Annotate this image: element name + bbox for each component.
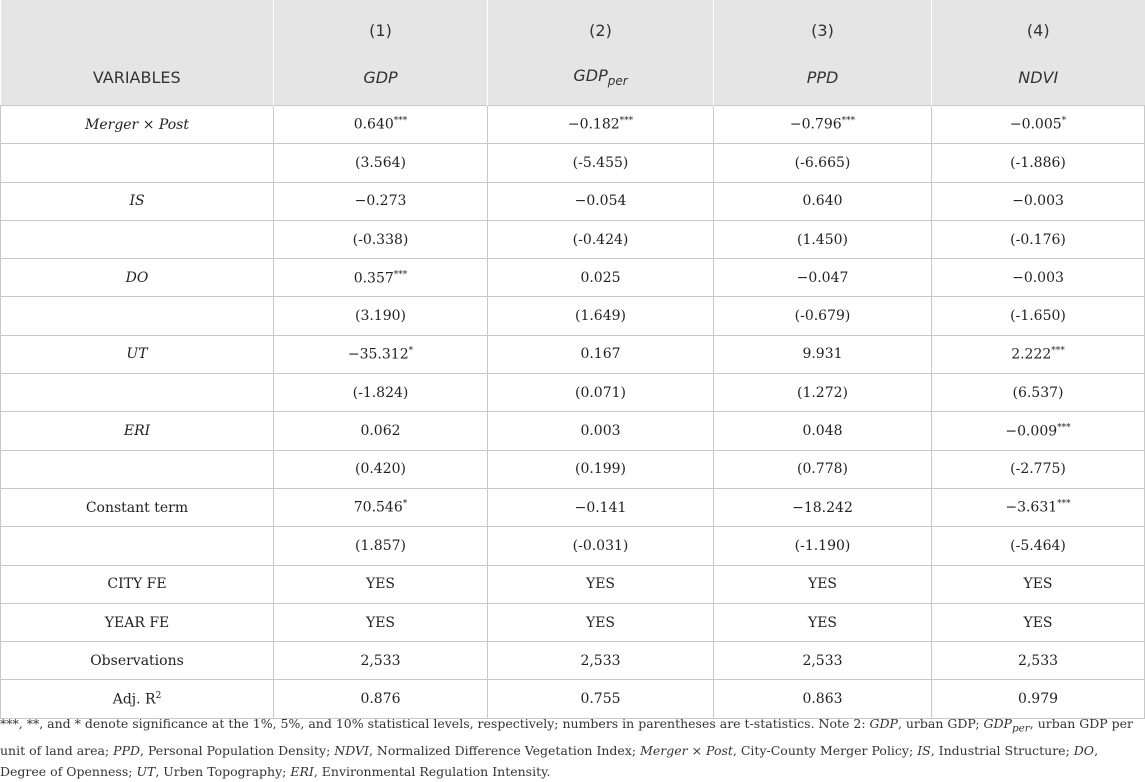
table-cell: (-1.650) [932, 297, 1145, 335]
table-row [1, 642, 1145, 680]
table-cell: YES [932, 565, 1145, 603]
table-cell: (3.190) [274, 297, 488, 335]
table-cell: (-0.424) [488, 220, 714, 258]
table-cell: −0.182*** [488, 106, 714, 144]
row-label: UT [1, 335, 274, 373]
row-label [1, 527, 274, 565]
footnote-segment: , Industrial Structure; [930, 742, 1074, 758]
table-cell: 0.062 [274, 412, 488, 450]
footnote-segment: , urban GDP per unit of land area; [0, 716, 1133, 758]
table-cell: (-5.455) [488, 144, 714, 182]
table-row [1, 106, 1145, 144]
table-cell: 0.025 [488, 259, 714, 297]
table-cell: −0.047 [714, 259, 932, 297]
table-cell: (-2.775) [932, 450, 1145, 488]
row-label: Constant term [1, 488, 274, 526]
row-label: Merger × Post [1, 106, 274, 144]
footnote-segment: GDP [983, 716, 1012, 731]
table-cell: −0.054 [488, 182, 714, 220]
column-number-row [1, 0, 1145, 54]
dependent-variable [488, 54, 714, 106]
dep-var-name: GDP [363, 68, 398, 87]
footnote-segment: PPD [113, 742, 141, 758]
table-cell: −0.141 [488, 488, 714, 526]
table-cell: YES [714, 603, 932, 641]
table-cell: 9.931 [714, 335, 932, 373]
table-row [1, 259, 1145, 297]
table-cell: YES [932, 603, 1145, 641]
footnote-segment: DO [1073, 742, 1095, 758]
column-number: (3) [714, 0, 932, 54]
table-row [1, 603, 1145, 641]
footnote-segment: NDVI [334, 742, 369, 758]
table-cell: 2.222*** [932, 335, 1145, 373]
table-row [1, 374, 1145, 412]
dep-var-subscript: per [607, 74, 628, 89]
footnote-segment: UT [136, 763, 156, 779]
table-row [1, 488, 1145, 526]
table-header [1, 0, 1145, 106]
table-cell: −0.796*** [714, 106, 932, 144]
table-cell: 0.003 [488, 412, 714, 450]
footnote-segment: per [1011, 722, 1030, 735]
dep-var-name: NDVI [1018, 68, 1059, 87]
table-cell: (1.857) [274, 527, 488, 565]
table-cell: (-1.824) [274, 374, 488, 412]
table-cell: (-0.176) [932, 220, 1145, 258]
table-cell: (6.537) [932, 374, 1145, 412]
variables-label: VARIABLES [1, 54, 274, 106]
table-cell: 2,533 [488, 642, 714, 680]
footnote-segment: , Normalized Difference Vegetation Index; [368, 742, 641, 758]
table-cell: (0.778) [714, 450, 932, 488]
table-cell: (-0.679) [714, 297, 932, 335]
row-label [1, 374, 274, 412]
footnote-segment: , City-County Merger Policy; [732, 742, 918, 758]
table-cell: −18.242 [714, 488, 932, 526]
table-cell: 0.979 [932, 680, 1145, 718]
row-label [1, 144, 274, 182]
table-cell: −0.273 [274, 182, 488, 220]
table-row [1, 335, 1145, 373]
table-footnote [0, 713, 1140, 782]
table-row [1, 527, 1145, 565]
row-label [1, 220, 274, 258]
dep-var-name: GDP [573, 66, 608, 86]
table-row [1, 220, 1145, 258]
footnote-segment: GDP [869, 716, 898, 731]
footnote-segment: , urban GDP; [897, 716, 984, 731]
table-cell: YES [488, 565, 714, 603]
table-cell: 0.876 [274, 680, 488, 718]
table-cell: (-0.338) [274, 220, 488, 258]
table-row [1, 297, 1145, 335]
table-cell: −0.003 [932, 259, 1145, 297]
table-cell: YES [488, 603, 714, 641]
table-row [1, 144, 1145, 182]
table-cell: 70.546* [274, 488, 488, 526]
dependent-variable [274, 54, 488, 106]
table-cell: (-0.031) [488, 527, 714, 565]
footnote-segment: ERI [290, 763, 314, 779]
table-cell: 2,533 [932, 642, 1145, 680]
table-cell: 0.357*** [274, 259, 488, 297]
dependent-variable [714, 54, 932, 106]
table-cell: −35.312* [274, 335, 488, 373]
row-label [1, 450, 274, 488]
table-cell: (-6.665) [714, 144, 932, 182]
table-cell: −0.009*** [932, 412, 1145, 450]
dependent-variable-row [1, 54, 1145, 106]
footnote-segment: , Urben Topography; [155, 763, 291, 779]
table-cell: (-5.464) [932, 527, 1145, 565]
table-cell: (1.649) [488, 297, 714, 335]
table-cell: (1.272) [714, 374, 932, 412]
table-cell: −0.005* [932, 106, 1145, 144]
table-cell: YES [274, 565, 488, 603]
header-empty-cell [1, 0, 274, 54]
footnote-segment: , Environmental Regulation Intensity. [313, 763, 551, 779]
row-label: ERI [1, 412, 274, 450]
table-cell: 0.640 [714, 182, 932, 220]
table-cell: YES [274, 603, 488, 641]
dependent-variable [932, 54, 1145, 106]
footnote-segment: , Degree of Openness; [0, 742, 1099, 779]
table-row [1, 182, 1145, 220]
footnote-segment: ***, **, and * denote significance at the 1%, 5%, and 10% statistical levels, respectively; numbers in parentheses are t-statistics. Note 2: [0, 716, 870, 731]
table-cell: 0.048 [714, 412, 932, 450]
table-cell: −0.003 [932, 182, 1145, 220]
table-cell: −3.631*** [932, 488, 1145, 526]
table-cell: (-1.886) [932, 144, 1145, 182]
table-body [1, 106, 1145, 719]
row-label: Adj. $R^2$ [1, 680, 274, 718]
table-cell: 0.863 [714, 680, 932, 718]
dep-var-name: PPD [806, 68, 839, 87]
row-label: IS [1, 182, 274, 220]
table-cell: 0.167 [488, 335, 714, 373]
table-cell: 2,533 [714, 642, 932, 680]
table-row [1, 450, 1145, 488]
row-label: Observations [1, 642, 274, 680]
table-cell: (0.071) [488, 374, 714, 412]
table-cell: (0.199) [488, 450, 714, 488]
table-cell: (1.450) [714, 220, 932, 258]
row-label: DO [1, 259, 274, 297]
column-number: (2) [488, 0, 714, 54]
table-row [1, 565, 1145, 603]
table-cell: (0.420) [274, 450, 488, 488]
table-cell: 0.640*** [274, 106, 488, 144]
table-cell: YES [714, 565, 932, 603]
row-label: CITY FE [1, 565, 274, 603]
footnote-segment: , Personal Population Density; [140, 742, 335, 758]
column-number: (4) [932, 0, 1145, 54]
table-cell: 0.755 [488, 680, 714, 718]
column-number: (1) [274, 0, 488, 54]
row-label: YEAR FE [1, 603, 274, 641]
table-cell: (3.564) [274, 144, 488, 182]
footnote-segment: IS [917, 742, 931, 758]
row-label [1, 297, 274, 335]
footnote-segment: Merger × Post [640, 742, 733, 758]
table-cell: (-1.190) [714, 527, 932, 565]
table-row [1, 412, 1145, 450]
table-cell: 2,533 [274, 642, 488, 680]
